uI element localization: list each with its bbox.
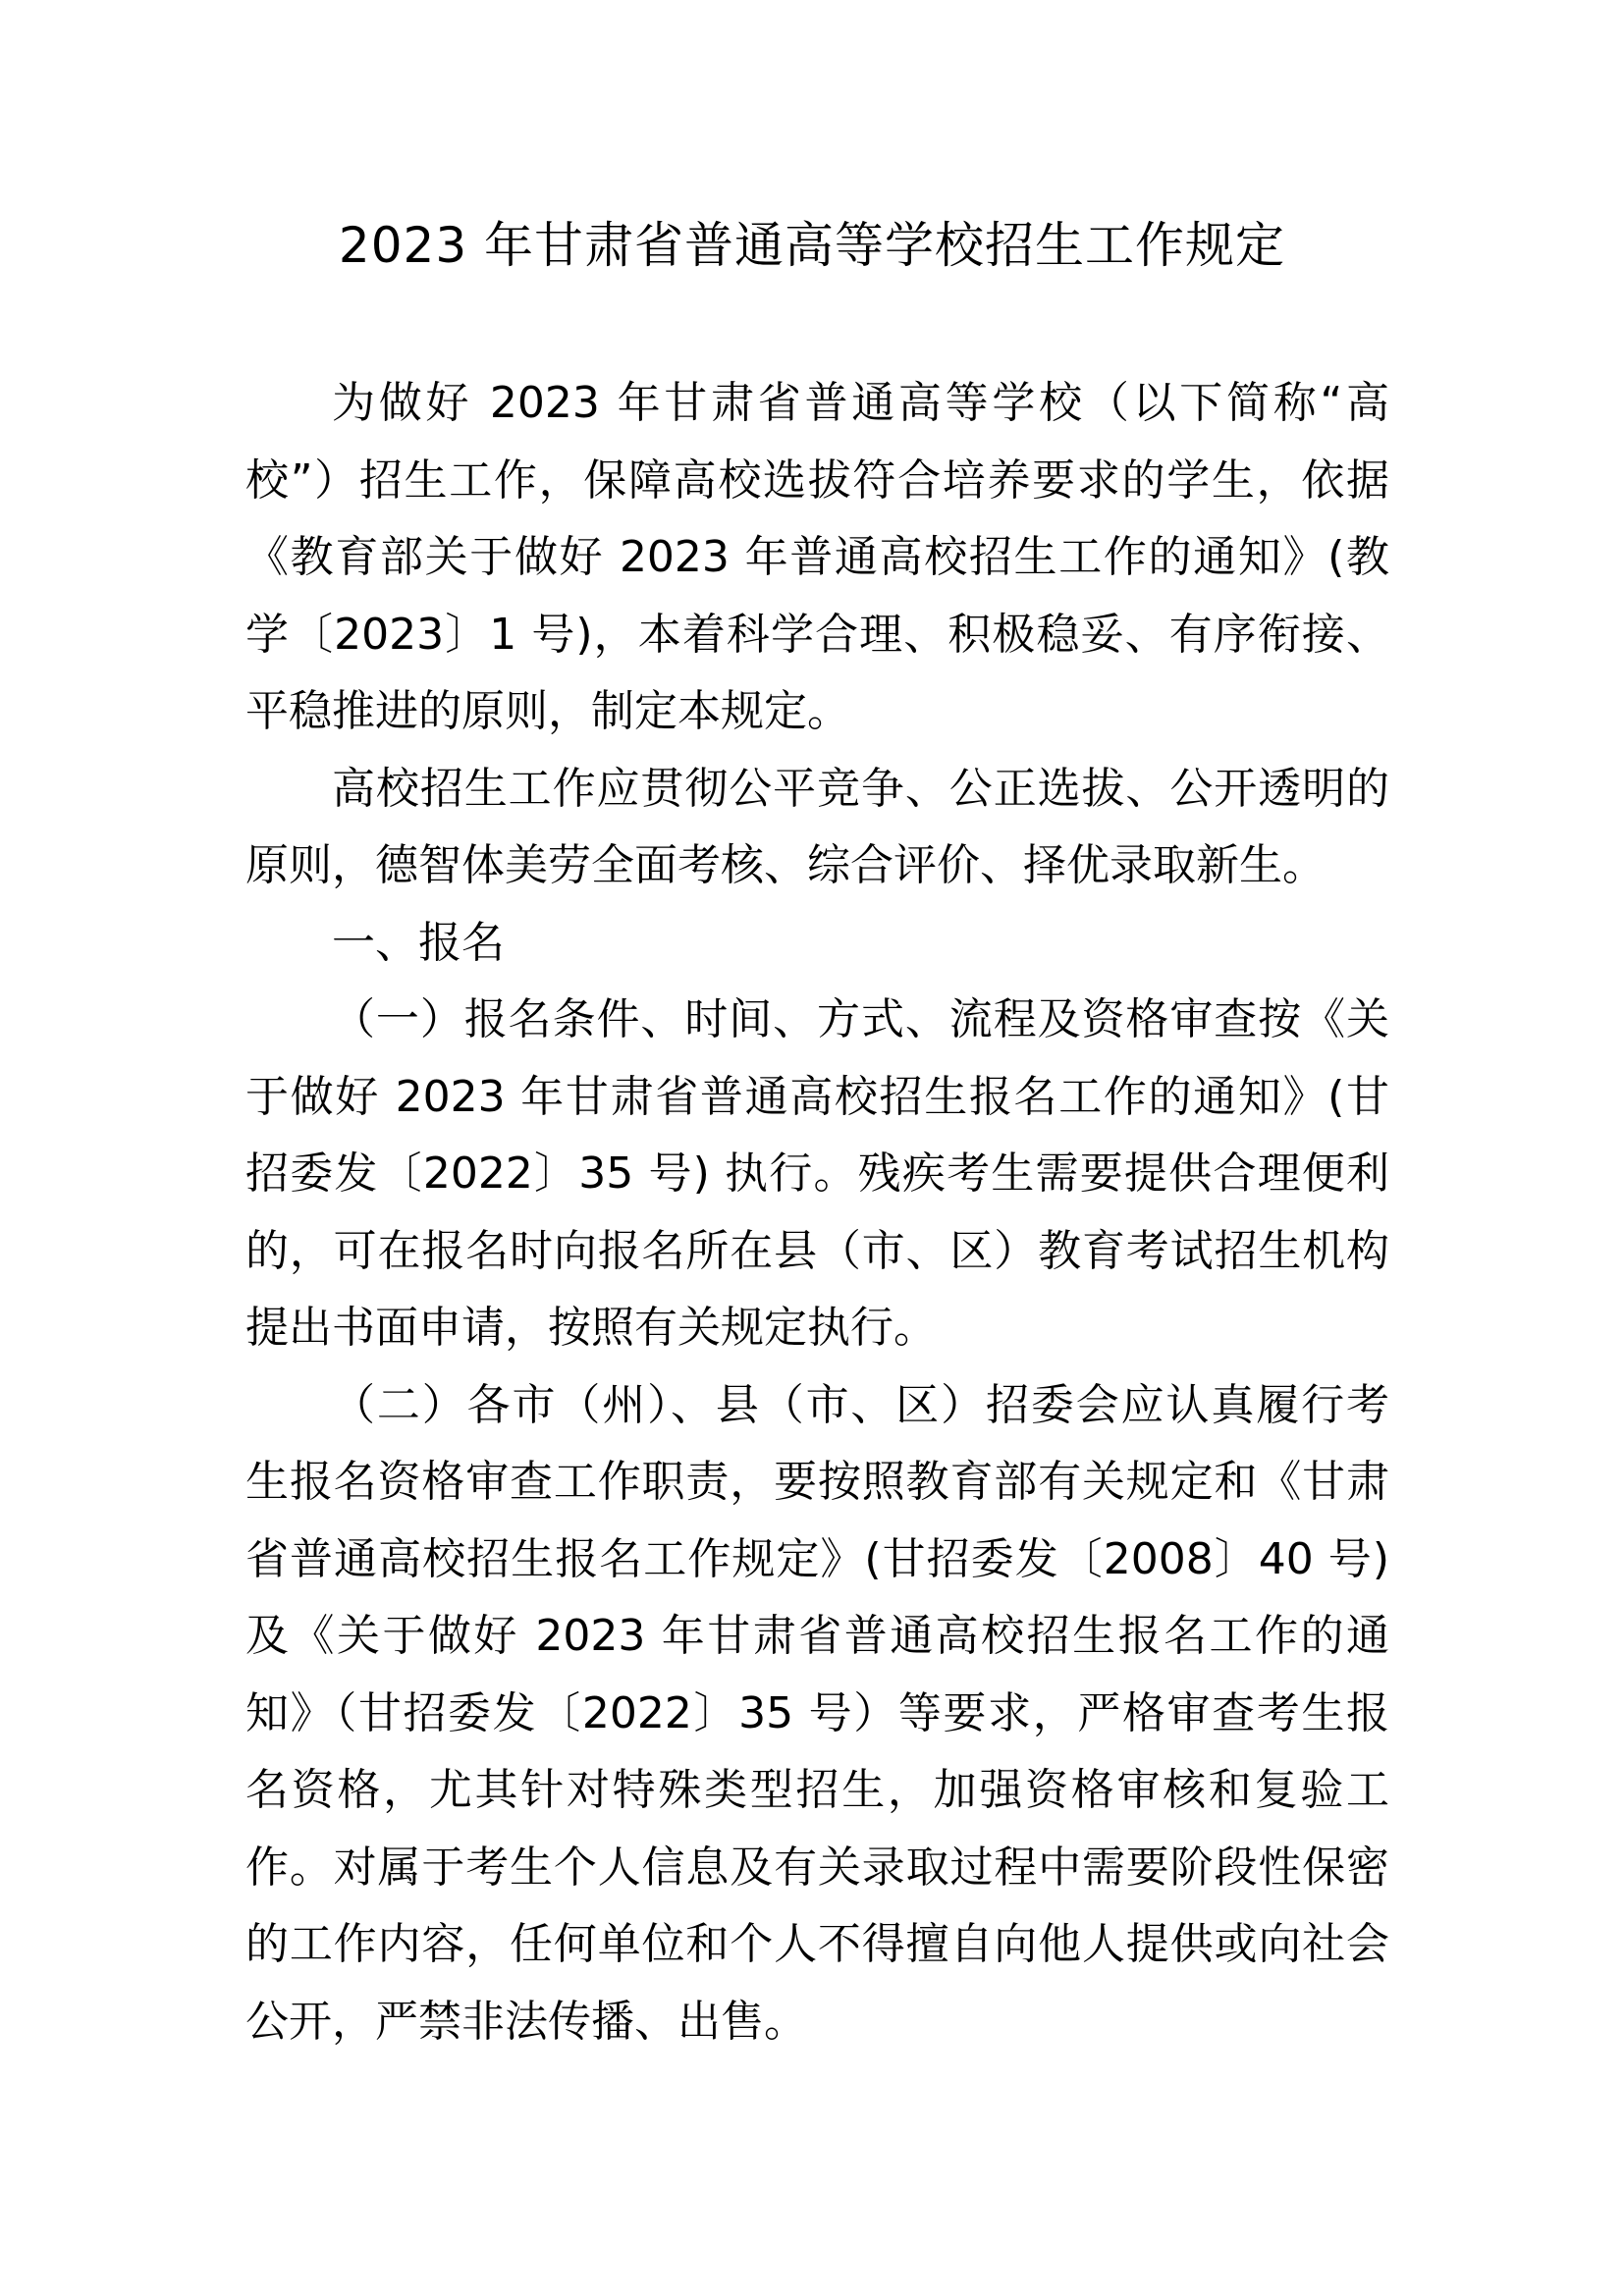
paragraph-principles: 高校招生工作应贯彻公平竞争、公正选拔、公开透明的原则，德智体美劳全面考核、综合评价、择优录取新生。: [245, 763, 1389, 890]
document-title: 2023 年甘肃省普通高等学校招生工作规定: [338, 217, 1286, 274]
paragraph-preamble: 为做好 2023 年甘肃省普通高等学校（以下简称“高校”）招生工作，保障高校选拔符合培养要求的学生，依据《教育部关于做好 2023 年普通高校招生工作的通知》(教学〔2023〕1 号)，本着科学合理、积极稳妥、有序衔接、平稳推进的原则，制定本规定。: [245, 378, 1389, 736]
document-body: [245, 365, 1389, 2060]
paragraph-item-2: （二）各市（州）、县（市、区）招委会应认真履行考生报名资格审查工作职责，要按照教育部有关规定和《甘肃省普通高校招生报名工作规定》(甘招委发〔2008〕40 号) 及《关于做好 2023 年甘肃省普通高校招生报名工作的通知》（甘招委发〔2022〕35 号）等要求，严格审查考生报名资格，尤其针对特殊类型招生，加强资格审核和复验工作。对属于考生个人信息及有关录取过程中需要阶段性保密的工作内容，任何单位和个人不得擅自向他人提供或向社会公开，严禁非法传播、出售。: [245, 1379, 1389, 2047]
section-heading-registration: 一、报名: [332, 917, 505, 968]
paragraph-item-1: （一）报名条件、时间、方式、流程及资格审查按《关于做好 2023 年甘肃省普通高校招生报名工作的通知》(甘招委发〔2022〕35 号) 执行。残疾考生需要提供合理便利的，可在报名时向报名所在县（市、区）教育考试招生机构提出书面申请，按照有关规定执行。: [245, 994, 1389, 1353]
